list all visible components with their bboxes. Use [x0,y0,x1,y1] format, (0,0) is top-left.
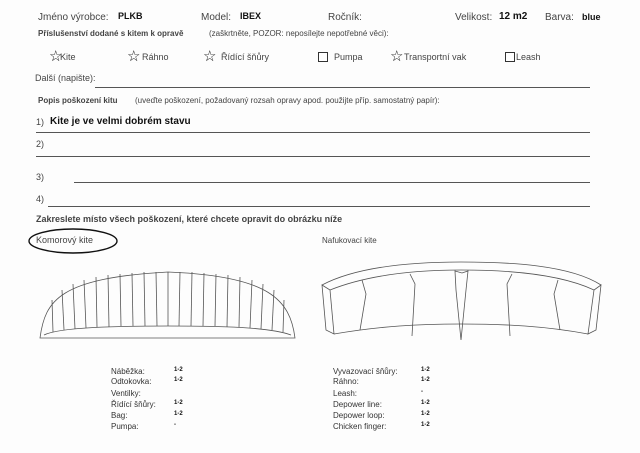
accessory-label: Transportní vak [404,52,467,62]
color-label: Barva: [545,12,574,23]
accessories-note: (zaškrtněte, POZOR: neposílejte nepotřebné věci): [209,29,389,38]
checked-star-icon: ☆ [203,48,217,65]
checked-star-icon: ☆ [390,48,404,65]
damage-title: Popis poškození kitu [38,96,118,105]
line-number: 1) [36,117,45,127]
table-row-label: Odtokovka: [111,377,152,386]
accessories-title: Příslušenství dodané s kitem k opravě [38,29,184,38]
damage-line-text: Kite je ve velmi dobrém stavu [50,116,191,127]
checked-star-icon: ☆ [127,48,141,65]
foil-kite-outline [40,272,295,338]
line-number: 3) [36,172,45,182]
table-row-value: - [421,389,423,395]
manufacturer-label: Jméno výrobce: [38,12,109,23]
checked-star-icon: ☆ [49,48,63,65]
label-circle [29,229,117,253]
year-label: Ročník: [328,12,362,23]
trailing-edge [334,324,588,334]
table-row-label: Chicken finger: [333,422,387,431]
table-row-label: Depower loop: [333,411,385,420]
table-row-label: Řídící šňůry: [111,400,156,409]
table-row-value: 1-2 [174,411,183,417]
table-row-value: 1-2 [421,411,430,417]
manufacturer-value: PLKB [118,11,143,21]
table-row-label: Ventilky: [111,389,141,398]
model-value: IBEX [240,11,262,21]
table-row-value: 1-2 [174,377,183,383]
accessory-label: Ráhno [142,52,169,62]
accessory-label: Kite [60,52,76,62]
table-row-label: Depower line: [333,400,382,409]
other-label: Další (napište): [35,73,96,83]
table-row-value: - [174,422,176,428]
size-value: 12 m2 [499,11,528,22]
line-number: 2) [36,139,45,149]
drawing-title: Zakreslete místo všech poškození, které chcete opravit do obrázku níže [36,214,343,224]
foil-kite-label: Komorový kite [36,235,94,245]
table-row-label: Leash: [333,389,358,398]
table-row-label: Ráhno: [333,377,359,386]
table-row-value: 1-2 [174,367,183,373]
color-value: blue [582,12,601,22]
inflatable-kite-diagram [322,262,601,340]
foil-kite-diagram [40,272,295,338]
accessory-label: Řídící šňůry [221,52,270,62]
damage-note: (uveďte poškození, požadovaný rozsah opravy apod. použijte příp. samostatný papír): [135,96,440,105]
leading-edge-outer [322,262,601,285]
table-row-value: 1-2 [421,377,430,383]
table-row-label: Vyvazovací šňůry: [333,367,398,376]
table-row-label: Bag: [111,411,128,420]
accessory-label: Leash [516,52,541,62]
table-row-label: Pumpa: [111,422,139,431]
size-label: Velikost: [455,12,493,23]
accessory-label: Pumpa [334,52,363,62]
table-row-value: 1-2 [421,400,430,406]
table-row-label: Náběžka: [111,367,145,376]
inflatable-kite-label: Nafukovací kite [322,236,377,245]
table-row-value: 1-2 [421,367,430,373]
table-row-value: 1-2 [174,400,183,406]
table-row-value: 1-2 [421,422,430,428]
model-label: Model: [201,12,232,23]
line-number: 4) [36,194,45,204]
